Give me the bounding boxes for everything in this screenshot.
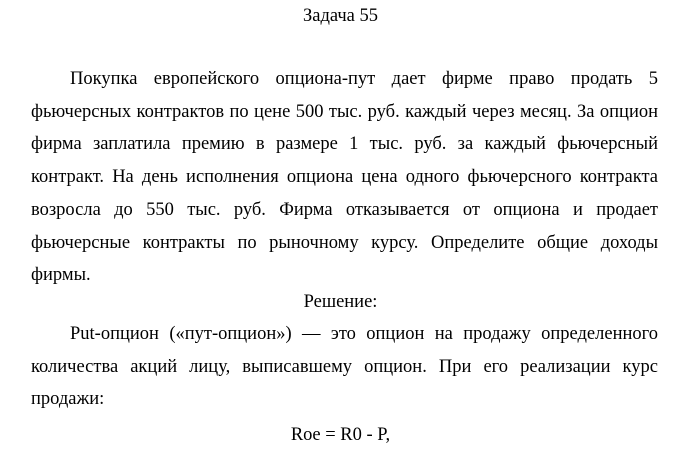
problem-statement: Покупка европейского опциона-пут дает фирме право продать 5 фьючерсных контрактов по цене 500 тыс. руб. каждый через месяц. За опцион фирма заплатила премию в размере 1 тыс. руб. за каждый фьючерсный контракт. На день исполнения опциона цена одного фьючерсного контракта возросла до 550 тыс. руб. Фирма отказывается от опциона и продает фьючерсные контракты по рыночному курсу. Определите общие доходы фирмы. [31, 69, 658, 286]
problem-title: Задача 55 [302, 6, 378, 26]
solution-heading: Решение: [303, 292, 378, 312]
solution-text: Put-опцион («пут-опцион») — это опцион на продажу определенного количества акций лицу, выписавшему опцион. При его реализации курс продажи: [31, 324, 658, 410]
formula: Roe = R0 - P, [290, 425, 391, 445]
